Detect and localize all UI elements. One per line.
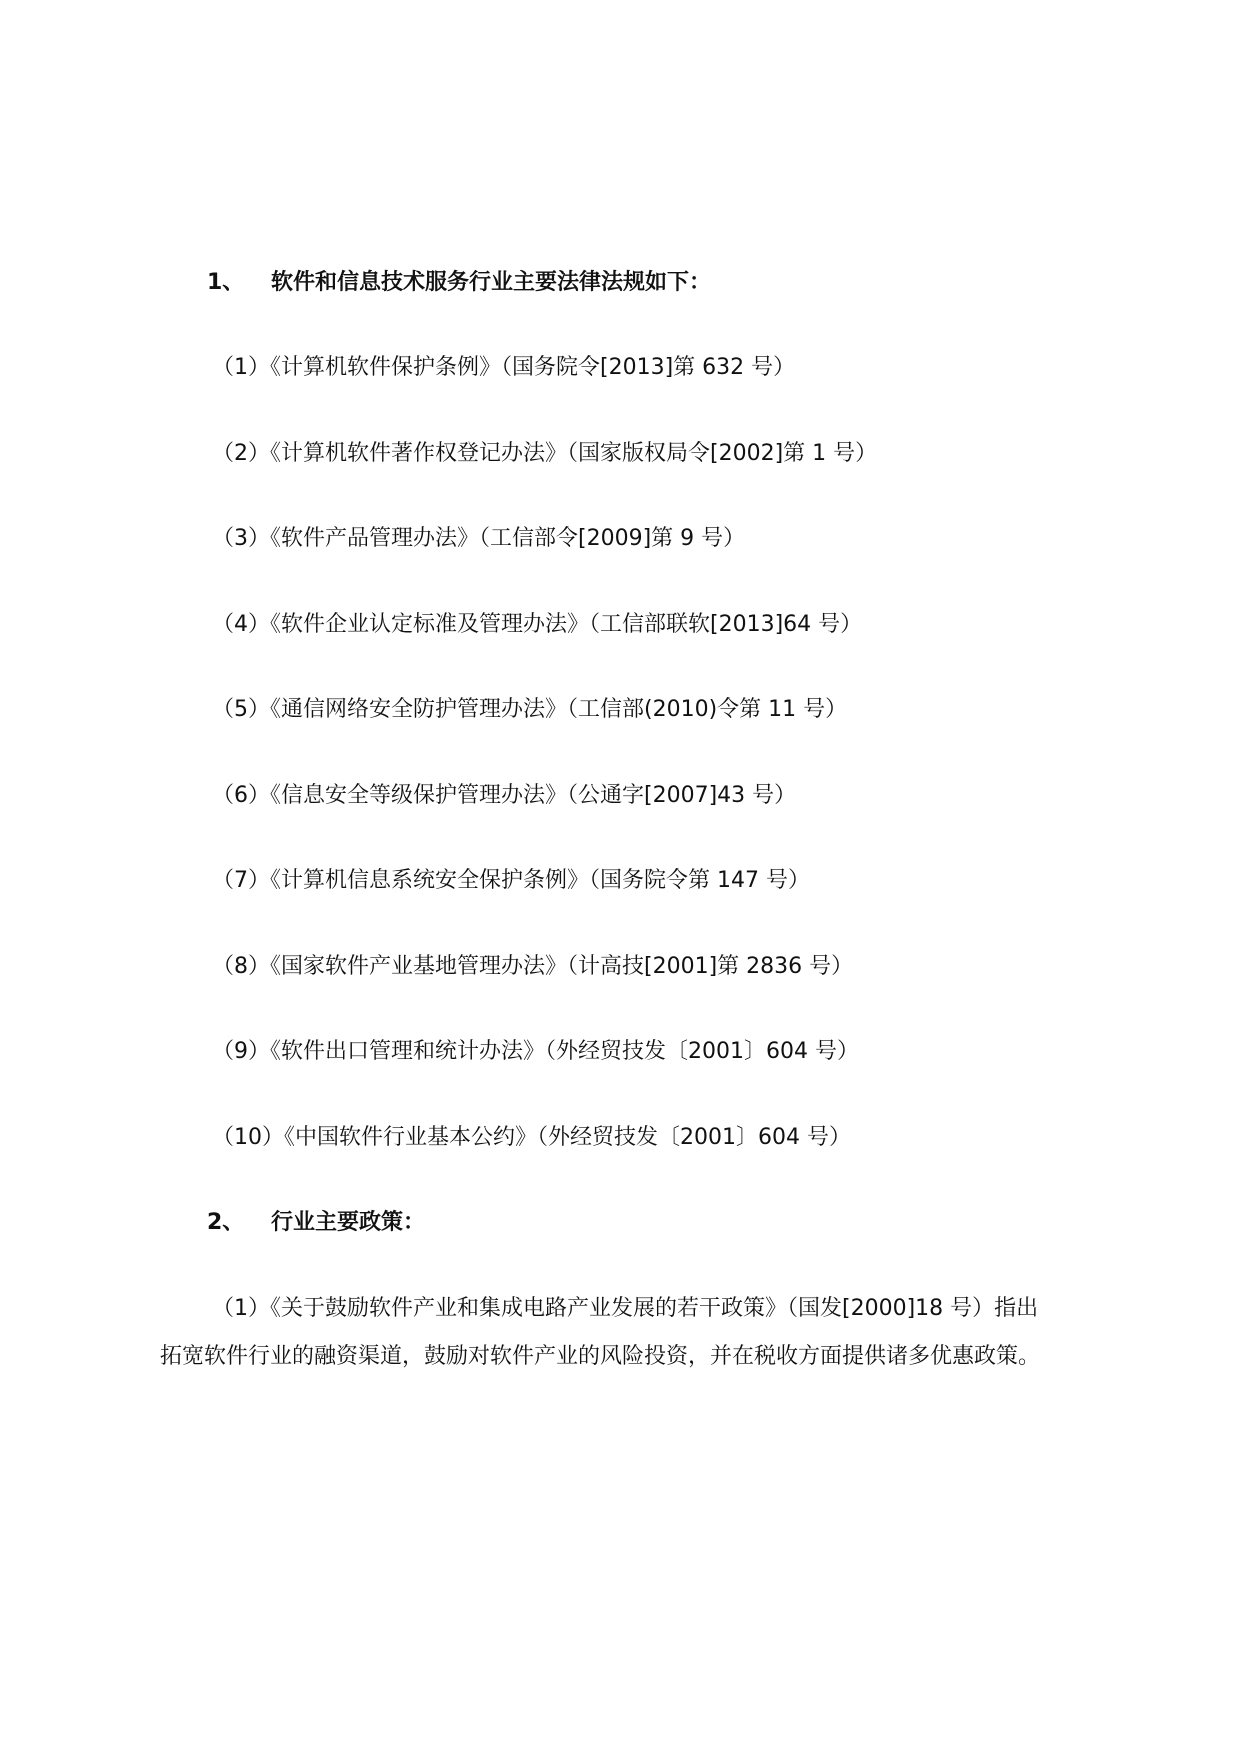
law-item-3: （3）《软件产品管理办法》（工信部令[2009]第 9 号）	[212, 526, 746, 551]
section-1-number: 1、	[207, 270, 245, 295]
policy-line-1: （1）《关于鼓励软件产业和集成电路产业发展的若干政策》（国发[2000]18 号）指出	[212, 1296, 1039, 1321]
section-2-heading	[207, 1208, 425, 1238]
policy-paragraph	[160, 1285, 1090, 1381]
law-item-5: （5）《通信网络安全防护管理办法》（工信部(2010)令第 11 号）	[212, 697, 848, 722]
law-item-2: （2）《计算机软件著作权登记办法》（国家版权局令[2002]第 1 号）	[212, 441, 878, 466]
law-item-8: （8）《国家软件产业基地管理办法》（计高技[2001]第 2836 号）	[212, 954, 854, 979]
law-item-1: （1）《计算机软件保护条例》（国务院令[2013]第 632 号）	[212, 355, 796, 380]
law-item-10: （10）《中国软件行业基本公约》（外经贸技发〔2001〕604 号）	[212, 1125, 851, 1150]
policy-line-2: 拓宽软件行业的融资渠道，鼓励对软件产业的风险投资，并在税收方面提供诸多优惠政策。	[160, 1344, 1041, 1369]
section-2-title: 行业主要政策：	[271, 1210, 426, 1235]
law-item-4: （4）《软件企业认定标准及管理办法》（工信部联软[2013]64 号）	[212, 612, 863, 637]
law-item-9: （9）《软件出口管理和统计办法》（外经贸技发〔2001〕604 号）	[212, 1039, 859, 1064]
section-2-number: 2、	[207, 1210, 245, 1235]
section-1-heading	[207, 268, 711, 298]
law-item-7: （7）《计算机信息系统安全保护条例》（国务院令第 147 号）	[212, 868, 810, 893]
section-1-title: 软件和信息技术服务行业主要法律法规如下：	[271, 270, 712, 295]
law-item-6: （6）《信息安全等级保护管理办法》（公通字[2007]43 号）	[212, 783, 797, 808]
